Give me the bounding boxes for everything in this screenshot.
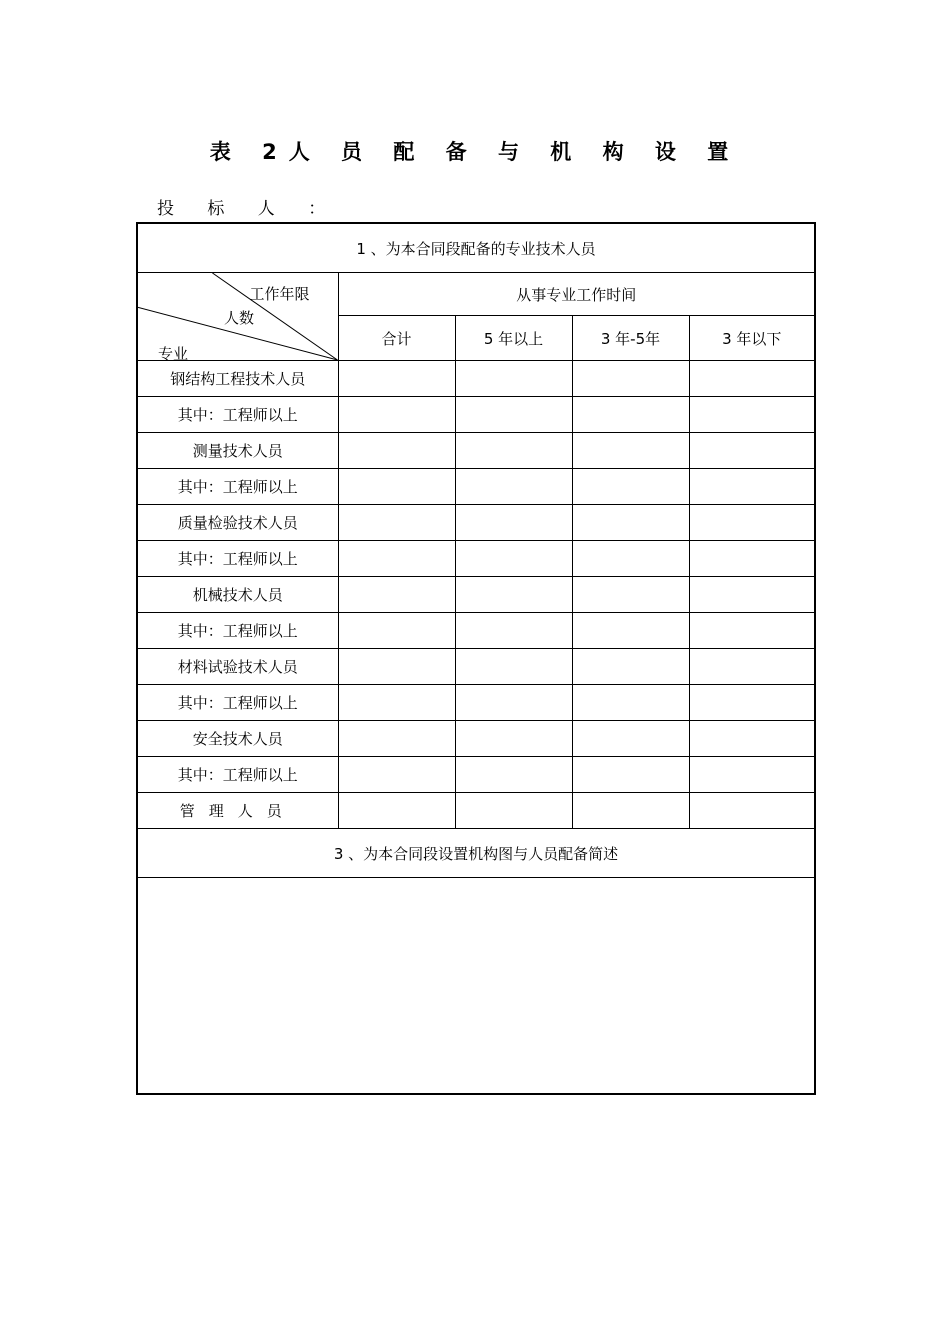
table-cell[interactable] [572,505,689,541]
row-label: 其中：工程师以上 [137,685,338,721]
section3-row [137,829,815,878]
table-cell[interactable] [689,793,815,829]
table-cell[interactable] [338,397,455,433]
row-label: 钢结构工程技术人员 [137,361,338,397]
section3-content-row [137,878,815,1095]
table-cell[interactable] [572,685,689,721]
table-cell[interactable] [338,577,455,613]
column-header-3-to-5-years: 3 年-5年 [572,316,689,361]
table-row [137,793,815,829]
table-cell[interactable] [689,577,815,613]
table-cell[interactable] [338,469,455,505]
table-cell[interactable] [338,757,455,793]
table-cell[interactable] [455,649,572,685]
section1-title: 1 、为本合同段配备的专业技术人员 [137,223,815,273]
table-cell[interactable] [455,721,572,757]
table-cell[interactable] [689,397,815,433]
header-row-1 [137,273,815,316]
staffing-table [136,222,816,1095]
table-cell[interactable] [572,757,689,793]
table-cell[interactable] [572,577,689,613]
table-cell[interactable] [455,793,572,829]
table-row [137,685,815,721]
table-row [137,577,815,613]
table-cell[interactable] [572,793,689,829]
table-cell[interactable] [689,685,815,721]
table-cell[interactable] [689,505,815,541]
table-cell[interactable] [455,685,572,721]
table-cell[interactable] [572,649,689,685]
table-cell[interactable] [572,397,689,433]
table-cell[interactable] [338,433,455,469]
table-cell[interactable] [572,469,689,505]
table-cell[interactable] [689,469,815,505]
row-label: 其中：工程师以上 [137,541,338,577]
row-label: 测量技术人员 [137,433,338,469]
column-header-under-3-years: 3 年以下 [689,316,815,361]
table-row [137,505,815,541]
row-label: 管理人员 [137,793,338,829]
group-header: 从事专业工作时间 [338,273,815,316]
table-cell[interactable] [572,613,689,649]
table-cell[interactable] [338,613,455,649]
document-title: 表 2人 员 配 备 与 机 构 设 置 [209,140,741,164]
section3-title: 3 、为本合同段设置机构图与人员配备简述 [137,829,815,878]
table-cell[interactable] [338,505,455,541]
row-label: 其中：工程师以上 [137,613,338,649]
table-row [137,397,815,433]
table-row [137,541,815,577]
table-cell[interactable] [455,577,572,613]
specialty-label: 专业 [158,345,189,363]
section3-content-area[interactable] [137,878,815,1095]
table-cell[interactable] [338,793,455,829]
table-cell[interactable] [338,361,455,397]
table-cell[interactable] [338,649,455,685]
table-cell[interactable] [689,613,815,649]
column-header-over-5-years: 5 年以上 [455,316,572,361]
table-cell[interactable] [689,541,815,577]
table-cell[interactable] [455,505,572,541]
row-label: 安全技术人员 [137,721,338,757]
row-label: 质量检验技术人员 [137,505,338,541]
table-cell[interactable] [572,721,689,757]
table-cell[interactable] [338,721,455,757]
table-cell[interactable] [689,721,815,757]
table-row [137,613,815,649]
table-cell[interactable] [455,757,572,793]
row-label: 材料试验技术人员 [137,649,338,685]
column-header-total: 合计 [338,316,455,361]
diagonal-header-cell [137,273,338,361]
row-label: 其中：工程师以上 [137,397,338,433]
row-label: 机械技术人员 [137,577,338,613]
table-cell[interactable] [455,541,572,577]
table-cell[interactable] [572,541,689,577]
headcount-label: 人数 [224,309,255,327]
table-cell[interactable] [455,361,572,397]
table-cell[interactable] [572,361,689,397]
table-cell[interactable] [455,613,572,649]
table-cell[interactable] [338,541,455,577]
bidder-label: 投 标 人 ： [157,199,340,219]
work-years-label: 工作年限 [249,285,310,303]
table-cell[interactable] [338,685,455,721]
table-cell[interactable] [689,433,815,469]
table-cell[interactable] [689,649,815,685]
table-row [137,757,815,793]
table-row [137,433,815,469]
table-cell[interactable] [455,397,572,433]
table-cell[interactable] [572,433,689,469]
table-cell[interactable] [455,469,572,505]
table-cell[interactable] [455,433,572,469]
table-cell[interactable] [689,757,815,793]
row-label: 其中：工程师以上 [137,469,338,505]
row-label: 其中：工程师以上 [137,757,338,793]
section1-row [137,223,815,273]
table-row [137,721,815,757]
table-cell[interactable] [689,361,815,397]
table-row [137,649,815,685]
table-row [137,361,815,397]
table-row [137,469,815,505]
